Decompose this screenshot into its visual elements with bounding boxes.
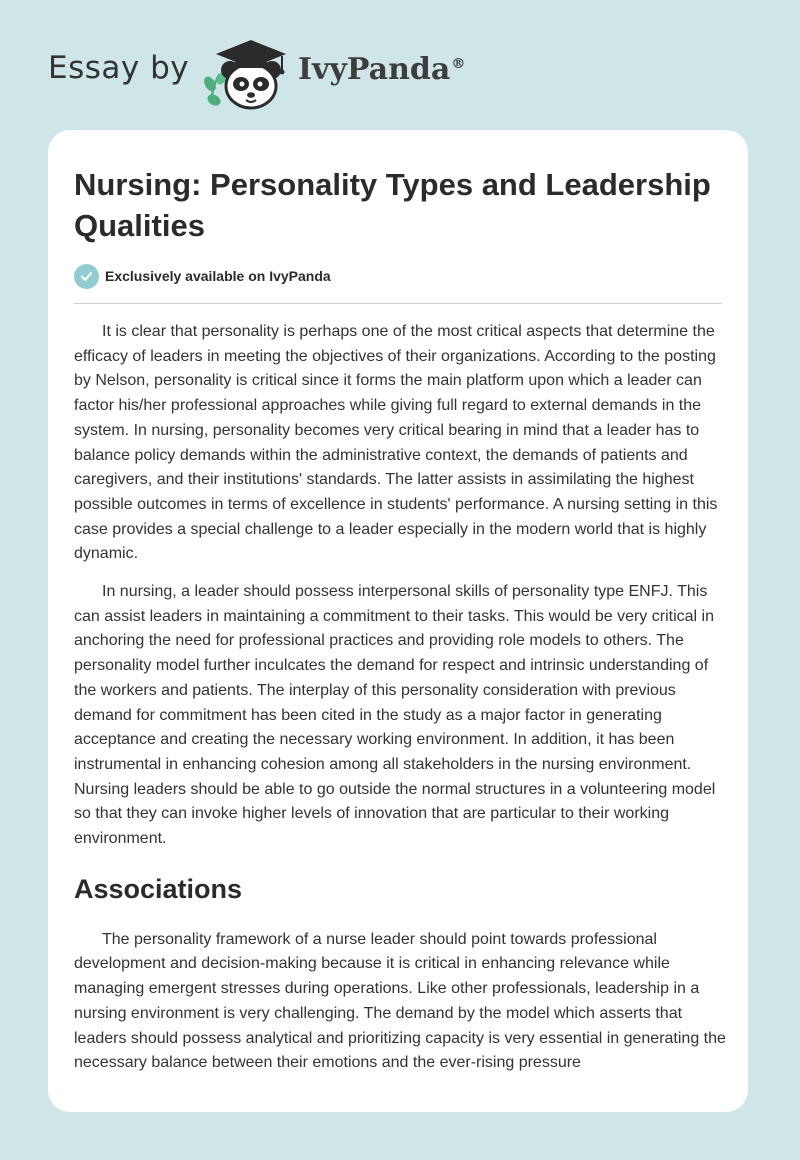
essay-card [48, 130, 748, 1112]
site-header [0, 0, 800, 130]
check-circle-icon [74, 264, 99, 289]
brand-name[interactable] [298, 52, 465, 87]
exclusive-badge [74, 263, 331, 289]
brand-text: IvyPanda [298, 52, 451, 87]
essay-by-label: Essay by [48, 50, 190, 86]
article-body [74, 320, 734, 1089]
paragraph: The personality framework of a nurse leader should point towards professional development and decision-making because it is critical in enhancing relevance while managing emergent stresses during operations. Like other professionals, leadership in a nursing environment is very challenging. The demand by the model which asserts that leaders should possess analytical and prioritizing capacity is very essential in generating the necessary balance between their emotions and the ever-rising pressure [74, 930, 726, 1072]
registered-mark: ® [451, 56, 466, 72]
section-heading: Associations [74, 873, 243, 904]
paragraph: In nursing, a leader should possess interpersonal skills of personality type ENFJ. This can assist leaders in maintaining a commitment to their tasks. This would be very critical in anchoring the need for professional practices and providing role models to others. The personality model further inculcates the demand for respect and intrinsic understanding of the workers and patients. The interplay of this personality consideration with previous demand for commitment has been cited in the study as a major factor in generating acceptance and creating the necessary working environment. In addition, it has been instrumental in enhancing cohesion among all stakeholders in the nursing environment. Nursing leaders should be able to go outside the normal structures in a volunteering model so that they can invoke higher levels of innovation that are particular to their working environment. [74, 583, 716, 848]
page-title: Nursing: Personality Types and Leadership Qualities [74, 167, 711, 243]
divider [74, 303, 722, 304]
paragraph: It is clear that personality is perhaps one of the most critical aspects that determine the efficacy of leaders in meeting the objectives of their organizations. According to the posting by Nelson, personality is critical since it forms the main platform upon which a leader can factor his/her professional approaches while giving full regard to external demands in the system. In nursing, personality becomes very critical bearing in mind that a leader has to balance policy demands within the administrative context, the demands of patients and caregivers, and their institutions' standards. The latter assists in assimilating the highest possible outcomes in terms of excellence in students' performance. A nursing setting in this case provides a special challenge to a leader especially in the modern world that is highly dynamic. [74, 323, 718, 563]
panda-logo-icon[interactable] [200, 34, 292, 110]
exclusive-label: Exclusively available on IvyPanda [105, 268, 331, 284]
